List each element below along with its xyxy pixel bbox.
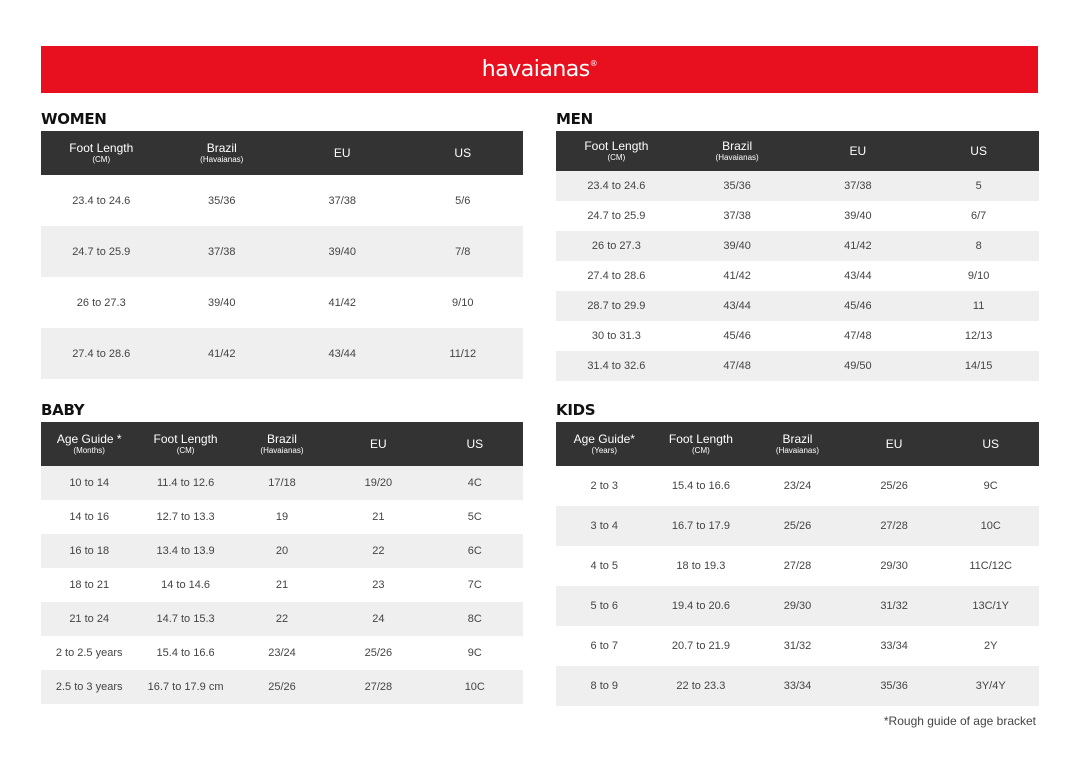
table-cell: 22 xyxy=(275,613,289,625)
men-section xyxy=(556,110,1039,381)
column-title: EU xyxy=(370,436,387,451)
column-title: US xyxy=(454,145,472,160)
table-row xyxy=(41,636,523,670)
table-cell: 45/46 xyxy=(844,300,872,312)
table-cell: 10C xyxy=(980,520,1001,532)
table-cell: 7C xyxy=(467,579,482,591)
table-cell: 5 xyxy=(975,180,982,192)
column-unit: (Years) xyxy=(591,446,618,455)
table-cell: 14 to 16 xyxy=(69,511,110,523)
table-cell: 33/34 xyxy=(783,680,812,692)
table-cell: 23/24 xyxy=(783,480,812,492)
table-cell: 41/42 xyxy=(723,270,751,282)
column-title: US xyxy=(970,143,987,158)
table-cell: 43/44 xyxy=(723,300,751,312)
table-cell: 3Y/4Y xyxy=(975,680,1006,692)
column-title: Age Guide* xyxy=(573,432,635,446)
women-title: WOMEN xyxy=(41,110,107,128)
table-cell: 8C xyxy=(467,613,482,625)
table-row xyxy=(41,328,523,379)
table-cell: 49/50 xyxy=(844,360,872,372)
table-cell: 41/42 xyxy=(328,296,357,309)
table-cell: 35/36 xyxy=(723,180,751,192)
table-cell: 3 to 4 xyxy=(590,520,619,532)
table-cell: 47/48 xyxy=(844,330,872,342)
havaianas-logo xyxy=(482,57,597,82)
table-cell: 20.7 to 21.9 xyxy=(671,640,730,652)
table-cell: 37/38 xyxy=(723,210,751,222)
table-cell: 14.7 to 15.3 xyxy=(156,613,215,625)
table-cell: 41/42 xyxy=(844,240,872,252)
table-cell: 24.7 to 25.9 xyxy=(72,245,131,258)
table-cell: 2.5 to 3 years xyxy=(55,681,123,693)
column-unit: (Havaianas) xyxy=(260,446,304,455)
table-cell: 8 xyxy=(975,240,982,252)
table-cell: 10 to 14 xyxy=(69,477,110,489)
table-cell: 35/36 xyxy=(207,194,236,207)
table-cell: 29/30 xyxy=(880,560,908,572)
kids-col-header xyxy=(653,422,750,466)
column-title: US xyxy=(982,436,1000,451)
table-cell: 8 to 9 xyxy=(590,680,619,692)
column-title: EU xyxy=(849,143,867,158)
table-row xyxy=(556,291,1039,321)
column-title: Brazil xyxy=(206,141,237,155)
baby-section xyxy=(41,401,523,704)
table-row xyxy=(556,586,1039,626)
table-row xyxy=(41,534,523,568)
table-cell: 2 to 3 xyxy=(590,480,619,492)
table-cell: 39/40 xyxy=(207,296,236,309)
table-cell: 19/20 xyxy=(364,477,393,489)
baby-title: BABY xyxy=(41,401,85,419)
table-cell: 28.7 to 29.9 xyxy=(587,300,646,312)
kids-col-header xyxy=(942,422,1039,466)
table-cell: 13.4 to 13.9 xyxy=(156,545,215,557)
table-cell: 25/26 xyxy=(364,647,393,659)
table-cell: 21 to 24 xyxy=(69,613,110,625)
table-cell: 16.7 to 17.9 cm xyxy=(147,681,224,693)
table-cell: 9/10 xyxy=(967,270,990,282)
table-cell: 21 xyxy=(275,579,289,591)
table-cell: 23.4 to 24.6 xyxy=(72,194,131,207)
table-row xyxy=(556,466,1039,506)
table-cell: 22 to 23.3 xyxy=(676,680,726,692)
column-title: US xyxy=(466,436,484,451)
table-cell: 10C xyxy=(464,681,485,693)
women-col-header xyxy=(403,131,524,175)
men-col-header xyxy=(798,131,919,171)
table-cell: 5 to 6 xyxy=(590,600,619,612)
men-col-header xyxy=(556,131,677,171)
table-row xyxy=(41,500,523,534)
table-cell: 27.4 to 28.6 xyxy=(72,347,131,360)
kids-size-table xyxy=(556,422,1039,706)
table-cell: 24 xyxy=(372,613,385,625)
table-cell: 37/38 xyxy=(207,245,236,258)
column-title: Brazil xyxy=(266,432,297,446)
table-cell: 31/32 xyxy=(880,600,908,612)
table-cell: 14 to 14.6 xyxy=(161,579,211,591)
table-cell: 37/38 xyxy=(328,194,357,207)
table-cell: 31/32 xyxy=(783,640,812,652)
table-cell: 29/30 xyxy=(783,600,812,612)
table-cell: 26 to 27.3 xyxy=(591,240,641,252)
table-cell: 27/28 xyxy=(880,520,908,532)
men-col-header xyxy=(918,131,1039,171)
column-unit: (CM) xyxy=(176,446,195,455)
baby-col-header xyxy=(330,422,426,466)
table-cell: 19 xyxy=(275,511,289,523)
table-cell: 5C xyxy=(467,511,482,523)
table-cell: 23/24 xyxy=(268,647,296,659)
table-cell: 39/40 xyxy=(844,210,872,222)
logo-text: havaianas xyxy=(481,57,590,82)
table-cell: 27.4 to 28.6 xyxy=(587,270,646,282)
table-cell: 27/28 xyxy=(364,681,393,693)
table-cell: 5/6 xyxy=(455,194,471,207)
table-cell: 4 to 5 xyxy=(590,560,619,572)
men-col-header xyxy=(677,131,798,171)
table-cell: 23.4 to 24.6 xyxy=(587,180,646,192)
baby-col-header xyxy=(41,422,137,466)
column-title: Foot Length xyxy=(584,139,649,153)
table-cell: 12/13 xyxy=(964,330,993,342)
table-cell: 20 xyxy=(275,545,289,557)
table-cell: 25/26 xyxy=(268,681,296,693)
column-unit: (CM) xyxy=(692,446,710,455)
table-cell: 6 to 7 xyxy=(590,640,619,652)
table-cell: 26 to 27.3 xyxy=(76,296,126,309)
table-cell: 11C/12C xyxy=(969,560,1012,572)
women-col-header xyxy=(162,131,283,175)
table-row xyxy=(556,506,1039,546)
baby-col-header xyxy=(234,422,330,466)
table-row xyxy=(556,231,1039,261)
table-cell: 39/40 xyxy=(723,240,751,252)
women-section xyxy=(41,110,523,379)
women-col-header xyxy=(282,131,403,175)
table-cell: 11 xyxy=(972,300,985,312)
column-unit: (Havaianas) xyxy=(200,155,244,164)
table-row xyxy=(556,321,1039,351)
men-title: MEN xyxy=(556,110,593,128)
table-cell: 12.7 to 13.3 xyxy=(156,511,215,523)
table-row xyxy=(556,626,1039,666)
brand-banner xyxy=(41,46,1038,93)
table-cell: 45/46 xyxy=(723,330,751,342)
table-cell: 13C/1Y xyxy=(972,600,1010,612)
table-cell: 6/7 xyxy=(970,210,987,222)
kids-col-header xyxy=(846,422,943,466)
column-title: EU xyxy=(333,145,351,160)
baby-size-table xyxy=(41,422,523,704)
column-title: Foot Length xyxy=(668,432,733,446)
kids-title: KIDS xyxy=(556,401,596,419)
column-unit: (Havaianas) xyxy=(715,153,759,162)
table-cell: 9C xyxy=(467,647,482,659)
table-cell: 25/26 xyxy=(880,480,908,492)
table-row xyxy=(556,201,1039,231)
column-unit: (Havaianas) xyxy=(775,446,820,455)
table-cell: 15.4 to 16.6 xyxy=(671,480,730,492)
table-cell: 33/34 xyxy=(880,640,908,652)
column-title: Foot Length xyxy=(69,141,134,155)
table-row xyxy=(41,226,523,277)
column-title: Age Guide * xyxy=(56,432,122,446)
table-cell: 35/36 xyxy=(880,680,908,692)
table-cell: 39/40 xyxy=(328,245,357,258)
table-cell: 16 to 18 xyxy=(69,545,110,557)
table-row xyxy=(556,546,1039,586)
table-row xyxy=(556,171,1039,201)
table-cell: 31.4 to 32.6 xyxy=(587,360,646,372)
table-cell: 47/48 xyxy=(723,360,751,372)
kids-section xyxy=(556,401,1039,706)
table-cell: 7/8 xyxy=(455,245,471,258)
table-row xyxy=(41,277,523,328)
table-cell: 18 to 21 xyxy=(69,579,110,591)
women-col-header xyxy=(41,131,162,175)
age-bracket-footnote: *Rough guide of age bracket xyxy=(883,714,1036,728)
table-cell: 43/44 xyxy=(328,347,357,360)
table-cell: 2 to 2.5 years xyxy=(55,647,123,659)
column-title: Foot Length xyxy=(153,432,218,446)
table-row xyxy=(556,666,1039,706)
table-cell: 4C xyxy=(467,477,482,489)
table-row xyxy=(41,602,523,636)
table-row xyxy=(41,568,523,602)
baby-col-header xyxy=(427,422,523,466)
table-cell: 21 xyxy=(372,511,385,523)
column-unit: (CM) xyxy=(92,155,111,164)
table-row xyxy=(556,351,1039,381)
table-cell: 41/42 xyxy=(207,347,236,360)
column-unit: (CM) xyxy=(607,153,626,162)
table-row xyxy=(41,466,523,500)
table-row xyxy=(556,261,1039,291)
column-title: Brazil xyxy=(782,432,813,446)
table-cell: 19.4 to 20.6 xyxy=(671,600,730,612)
men-size-table xyxy=(556,131,1039,381)
table-cell: 11.4 to 12.6 xyxy=(156,477,215,489)
table-cell: 22 xyxy=(372,545,385,557)
table-cell: 25/26 xyxy=(783,520,812,532)
baby-col-header xyxy=(137,422,233,466)
table-cell: 15.4 to 16.6 xyxy=(156,647,215,659)
table-cell: 30 to 31.3 xyxy=(591,330,641,342)
table-cell: 18 to 19.3 xyxy=(676,560,726,572)
column-title: Brazil xyxy=(722,139,753,153)
kids-col-header xyxy=(749,422,846,466)
table-cell: 2Y xyxy=(983,640,998,652)
table-cell: 24.7 to 25.9 xyxy=(587,210,646,222)
table-cell: 14/15 xyxy=(964,360,993,372)
kids-col-header xyxy=(556,422,653,466)
table-cell: 37/38 xyxy=(844,180,872,192)
column-unit: (Months) xyxy=(73,446,105,455)
table-row xyxy=(41,175,523,226)
column-title: EU xyxy=(885,436,903,451)
table-cell: 16.7 to 17.9 xyxy=(671,520,730,532)
table-cell: 23 xyxy=(372,579,385,591)
registered-mark: ® xyxy=(589,59,598,68)
table-cell: 9/10 xyxy=(452,296,474,309)
table-row xyxy=(41,670,523,704)
table-cell: 43/44 xyxy=(844,270,872,282)
table-cell: 6C xyxy=(467,545,482,557)
table-cell: 9C xyxy=(983,480,998,492)
table-cell: 27/28 xyxy=(783,560,812,572)
women-size-table xyxy=(41,131,523,379)
table-cell: 11/12 xyxy=(449,347,477,360)
table-cell: 17/18 xyxy=(268,477,296,489)
